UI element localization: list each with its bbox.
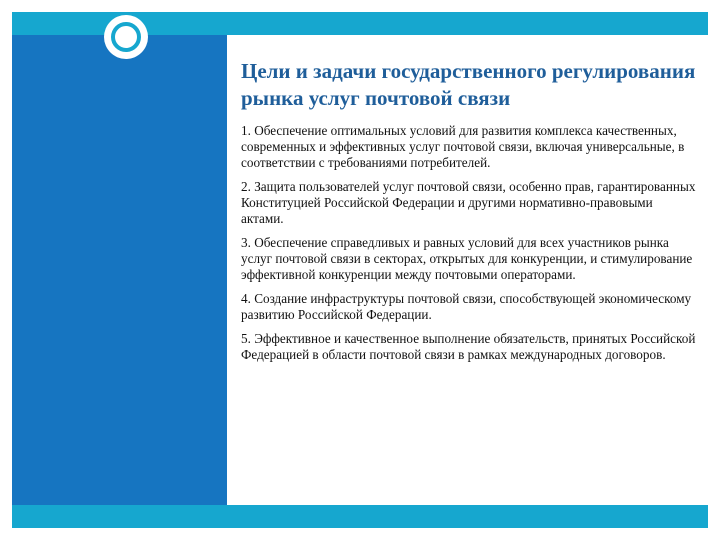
goal-item-1: 1. Обеспечение оптимальных условий для развития комплекса качественных, современных и эффективных услуг почтовой связи, включая универсальные, в соответствии с требованиями потребителей. (241, 123, 685, 170)
bottom-accent-bar (12, 505, 708, 528)
goal-item-2: 2. Защита пользователей услуг почтовой связи, особенно прав, гарантированных Конституцией Российской Федерации и другими нормативно-правовыми актами. (241, 179, 696, 226)
goal-item-4: 4. Создание инфраструктуры почтовой связи, способствующей экономическому развитию Российской Федерации. (241, 291, 692, 322)
ornament-ring (111, 22, 141, 52)
slide-title: Цели и задачи государственного регулирования рынка услуг почтовой связи (241, 59, 696, 110)
side-panel (12, 35, 227, 505)
goal-item-5: 5. Эффективное и качественное выполнение обязательств, принятых Российской Федерацией в области почтовой связи в рамках международных договоров. (241, 331, 696, 362)
goals-list (241, 123, 696, 363)
slide-content (241, 58, 696, 371)
circle-ring-icon (104, 15, 148, 59)
goal-item-3: 3. Обеспечение справедливых и равных условий для всех участников рынка услуг почтовой связи в секторах, открытых для конкуренции, и стимулирование эффективной конкуренции между почтовыми операторами. (241, 235, 693, 282)
